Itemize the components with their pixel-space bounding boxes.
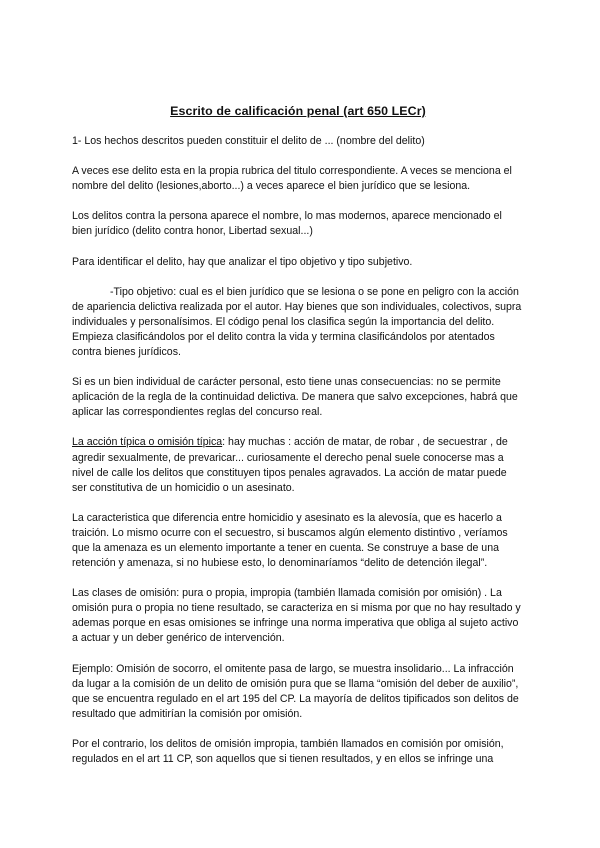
document-page — [72, 104, 524, 782]
paragraph-accion-tipica — [72, 435, 524, 495]
paragraph-6: Si es un bien individual de carácter personal, esto tiene unas consecuencias: no se permite aplicación de la regla de la continuidad delictiva. De manera que salvo excepciones, habrá que aplicar las correspondientes reglas del concurso real. — [72, 376, 518, 419]
document-title: Escrito de calificación penal (art 650 LECr) — [170, 104, 426, 118]
paragraph-tipo-objetivo: -Tipo objetivo: cual es el bien jurídico que se lesiona o se pone en peligro con la acción de apariencia delictiva realizada por el autor. Hay bienes que son individuales, colectivos, supra individuales y personalísimos. El código penal los clasifica según la importancia del delito. Empieza clasificándolos por el delito contra la vida y termina clasificándolos por atentados contra bienes jurídicos. — [72, 285, 522, 359]
paragraph-2: A veces ese delito esta en la propia rubrica del titulo correspondiente. A veces se menciona el nombre del delito (lesiones,aborto...) a veces aparece el bien jurídico que se lesiona. — [72, 165, 512, 193]
paragraph-7-body: : hay muchas : acción de matar, de robar , de secuestrar , de agredir sexualmente, de prevaricar... curiosamente el derecho penal suele conocerse mas a nivel de calle los delitos que constituyen tipos penales agravados. La acción de matar puede ser constitutiva de un homicidio o un asesinato. — [72, 436, 508, 494]
paragraph-9: Las clases de omisión: pura o propia, impropia (también llamada comisión por omisión) . La omisión pura o propia no tiene resultado, se caracteriza en si misma por que no hay resultado y ademas porque en esas omisiones se infringe una norma imperativa que obliga al sujeto activo a actuar y un deber genérico de intervención. — [72, 587, 521, 645]
paragraph-8: La caracteristica que diferencia entre homicidio y asesinato es la alevosía, que es hacerlo a traición. Lo mismo ocurre con el secuestro, si buscamos algún elemento distintivo , veríamos que la amenaza es un elemento importante a tener en cuenta. Se construye a base de una retención y amenaza, si no hubiese esto, lo denominaríamos “delito de detención ilegal”. — [72, 511, 508, 570]
paragraph-10: Ejemplo: Omisión de socorro, el omitente pasa de largo, se muestra insolidario... La infracción da lugar a la comisión de un delito de omisión pura que se llama “omisión del deber de auxilio”, que se encuentra regulado en el art 195 del CP. La mayoría de delitos tipificados son delitos de resultado que admitirían la comisión por omisión. — [72, 662, 519, 720]
paragraph-3: Los delitos contra la persona aparece el nombre, lo mas modernos, aparece mencionado el bien jurídico (delito contra honor, Libertad sexual...) — [72, 210, 502, 238]
paragraph-4: Para identificar el delito, hay que analizar el tipo objetivo y tipo subjetivo. — [72, 255, 413, 268]
paragraph-1: 1- Los hechos descritos pueden constituir el delito de ... (nombre del delito) — [72, 135, 425, 148]
paragraph-11: Por el contrario, los delitos de omisión impropia, también llamados en comisión por omisión, regulados en el art 11 CP, son aquellos que si tienen resultados, y en ellos se infringe una — [72, 737, 504, 765]
underlined-heading: La acción típica o omisión típica — [72, 436, 223, 449]
